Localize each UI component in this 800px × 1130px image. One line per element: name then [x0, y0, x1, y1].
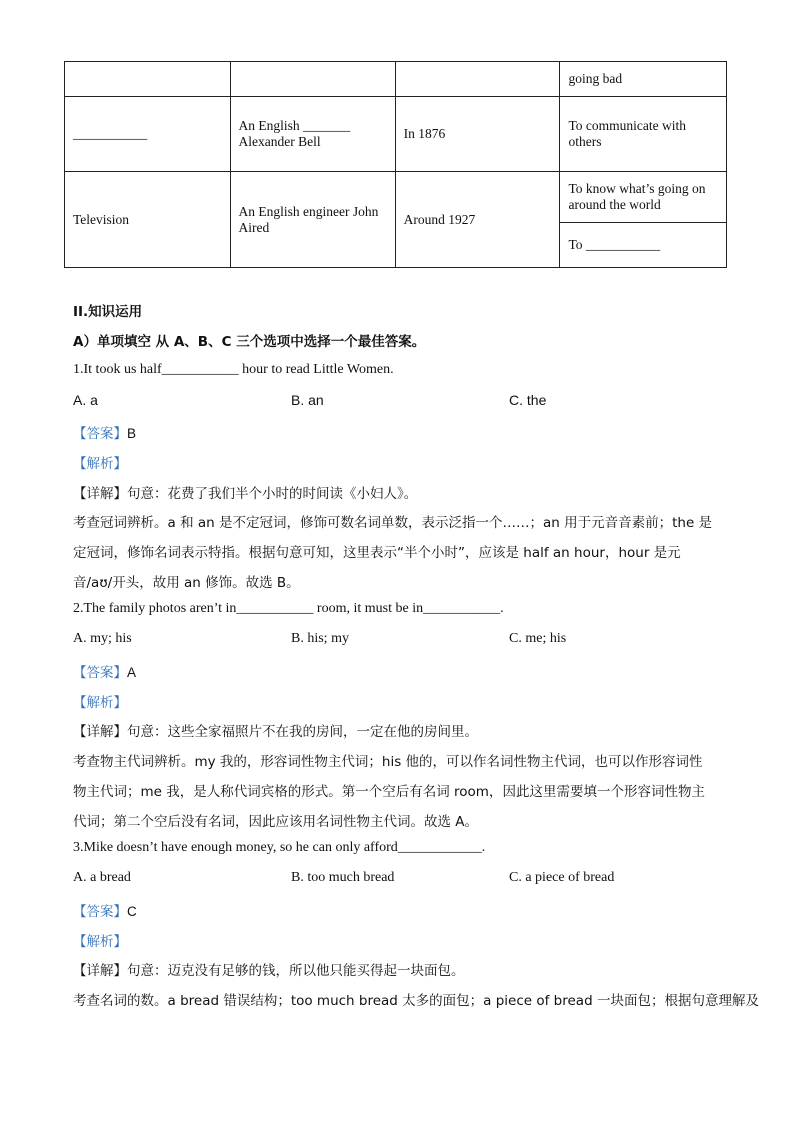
section-heading: II.知识运用 — [73, 304, 143, 320]
answer-label: 【答案】 — [73, 904, 127, 920]
question-stem: 2.The family photos aren’t in___________ room, it must be in___________. — [73, 601, 504, 616]
answer-line — [73, 661, 136, 681]
table-row — [65, 62, 727, 97]
answer-line — [73, 422, 136, 442]
table-row — [65, 97, 727, 172]
answer-label: 【答案】 — [73, 426, 127, 442]
detail-line: 考查物主代词辨析。my 我的，形容词性物主代词；his 他的，可以作名词性物主代词，也可以作形容词性 — [73, 754, 703, 770]
analysis-label: 【解析】 — [73, 934, 127, 950]
detail-line: 代词；第二个空后没有名词，因此应该用名词性物主代词。故选 A。 — [73, 814, 479, 830]
table-cell: An English engineer John Aired — [230, 172, 395, 268]
option-a: A. a — [73, 392, 98, 408]
detail-line: 定冠词，修饰名词表示特指。根据句意可知，这里表示“半个小时”，应该是 half an hour，hour 是元 — [73, 545, 681, 561]
section-subheading: A）单项填空 从 A、B、C 三个选项中选择一个最佳答案。 — [73, 334, 426, 350]
table-cell: Around 1927 — [395, 172, 560, 268]
option-a: A. a bread — [73, 870, 131, 885]
option-c: C. the — [509, 392, 547, 408]
answer-value: A — [127, 665, 137, 680]
analysis-label: 【解析】 — [73, 456, 127, 472]
detail-line: 物主代词；me 我，是人称代词宾格的形式。第一个空后有名词 room，因此这里需要填一个形容词性物主 — [73, 784, 705, 800]
answer-label: 【答案】 — [73, 665, 127, 681]
option-b: B. too much bread — [291, 870, 395, 885]
table-cell: In 1876 — [395, 97, 560, 172]
answer-value: B — [127, 426, 137, 441]
table-cell: To know what’s going on around the world — [560, 172, 727, 223]
option-b: B. an — [291, 392, 324, 408]
option-b: B. his; my — [291, 631, 349, 646]
option-a: A. my; his — [73, 631, 132, 646]
option-c: C. me; his — [509, 631, 567, 646]
analysis-label: 【解析】 — [73, 695, 127, 711]
table-cell: An English _______ Alexander Bell — [230, 97, 395, 172]
table-cell: ___________ — [65, 97, 231, 172]
detail-line: 【详解】句意：这些全家福照片不在我的房间，一定在他的房间里。 — [73, 724, 478, 740]
invention-table — [64, 61, 727, 268]
table-row — [65, 172, 727, 223]
table-cell — [230, 62, 395, 97]
detail-line: 音/aʊ/开头，故用 an 修饰。故选 B。 — [73, 575, 300, 591]
table-cell: To ___________ — [560, 223, 727, 268]
answer-line — [73, 900, 137, 920]
table-cell — [65, 62, 231, 97]
table-cell: To communicate with others — [560, 97, 727, 172]
question-stem: 1.It took us half___________ hour to read Little Women. — [73, 362, 394, 377]
detail-line: 【详解】句意：迈克没有足够的钱，所以他只能买得起一块面包。 — [73, 963, 465, 979]
table-cell — [395, 62, 560, 97]
question-stem: 3.Mike doesn’t have enough money, so he can only afford____________. — [73, 840, 486, 855]
detail-line: 【详解】句意：花费了我们半个小时的时间读《小妇人》。 — [73, 486, 418, 502]
detail-line: 考查冠词辨析。a 和 an 是不定冠词，修饰可数名词单数，表示泛指一个……；an 用于元音音素前；the 是 — [73, 515, 713, 531]
table-cell: Television — [65, 172, 231, 268]
detail-line: 考查名词的数。a bread 错误结构；too much bread 太多的面包；a piece of bread 一块面包；根据句意理解及 — [73, 993, 759, 1009]
table-cell: going bad — [560, 62, 727, 97]
option-c: C. a piece of bread — [509, 870, 615, 885]
answer-value: C — [127, 904, 137, 919]
